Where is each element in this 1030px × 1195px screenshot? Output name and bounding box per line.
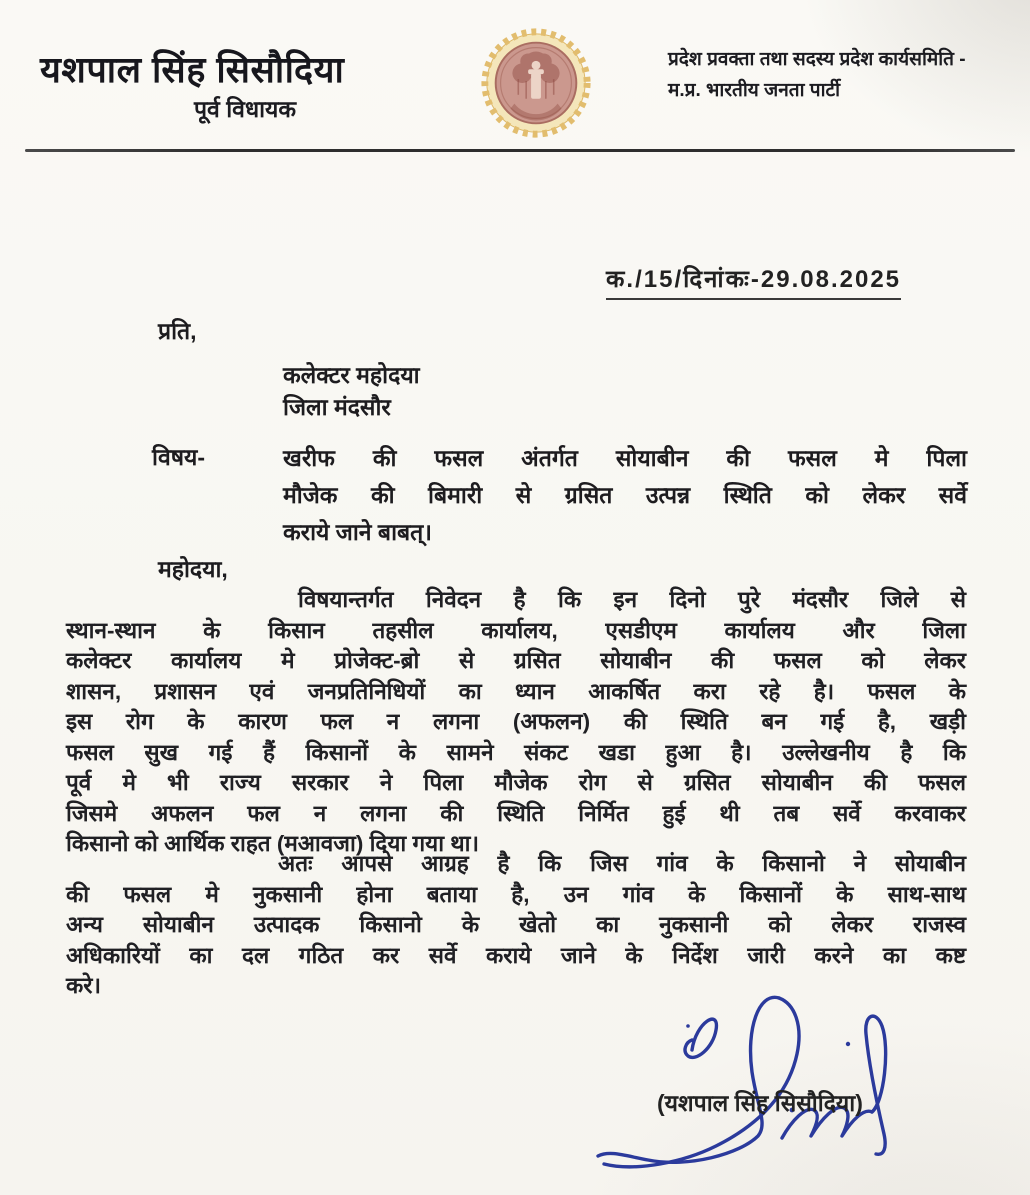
letterhead-party-role [668,44,1013,106]
body-line: अधिकारियों का दल गठित कर सर्वे कराये जाने के निर्देश जारी करने का कष्ट [66,942,966,968]
letterhead-designation: पूर्व विधायक [193,96,297,122]
body-line: अतः आपसे आग्रह है कि जिस गांव के किसानो ने सोयाबीन [278,851,966,876]
body-line: शासन, प्रशासन एवं जनप्रतिनिधियों का ध्यान आकर्षित करा रहे है। फसल के [66,678,966,704]
party-role-line1: प्रदेश प्रवक्ता तथा सदस्य प्रदेश कार्यसमिति - [668,49,966,70]
party-role-line2: म.प्र. भारतीय जनता पार्टी [668,80,840,101]
subject-line: कराये जाने बाबत्। [283,519,432,545]
signature-printed-name: (यशपाल सिंह सिसौदिया) [657,1090,863,1116]
subject-label: विषय- [152,444,206,470]
body-line: अन्य सोयाबीन उत्पादक किसानो के खेतो का नुकसानी को लेकर राजस्व [66,912,966,937]
body-line: इस रोग के कारण फल न लगना (अफलन) की स्थिति बन गई है, खड़ी [66,709,966,734]
body-line: स्थान-स्थान के किसान तहसील कार्यालय, एसडीएम कार्यालय और जिला [66,617,966,643]
subject-line: मौजेक की बिमारी से ग्रसित उत्पन्न स्थिति को लेकर सर्वे [283,482,967,508]
letterhead-sender-name: यशपाल सिंह सिसौदिया [40,49,345,90]
salutation: महोदया, [158,556,228,582]
subject-block [283,440,967,551]
body-paragraph-1 [66,585,966,860]
body-line: विषयान्तर्गत निवेदन है कि इन दिनो पुरे मंदसौर जिले से [298,587,966,612]
body-line: पूर्व मे भी राज्य सरकार ने पिला मौजेक रोग से ग्रसित सोयाबीन की फसल [66,770,966,795]
body-line: किसानो को आर्थिक राहत (मआवजा) दिया गया था। [66,831,480,856]
recipient-to-label: प्रति, [158,318,197,344]
state-emblem-seal-icon [476,24,596,142]
recipient-name: कलेक्टर महोदया [283,362,420,388]
handwritten-signature-ink [596,988,926,1173]
body-line: फसल सुख गई हैं किसानों के सामने संकट खडा हुआ है। उल्लेखनीय है कि [66,739,966,765]
letterhead-divider [25,149,1015,152]
body-line: कलेक्टर कार्यालय मे प्रोजेक्ट-ब्रो से ग्रसित सोयाबीन की फसल को लेकर [66,648,966,673]
reference-number-date: क./15/दिनांकः-29.08.2025 [606,262,901,300]
recipient-district: जिला मंदसौर [283,394,391,420]
body-line: की फसल मे नुकसानी होना बताया है, उन गांव के किसानों के साथ-साथ [66,881,966,907]
body-line: करे। [66,973,102,998]
subject-line: खरीफ की फसल अंतर्गत सोयाबीन की फसल मे पिला [283,445,967,471]
body-line: जिसमे अफलन फल न लगना की स्थिति निर्मित हुई थी तब सर्वे करवाकर [66,800,966,826]
body-paragraph-2 [66,849,966,1002]
